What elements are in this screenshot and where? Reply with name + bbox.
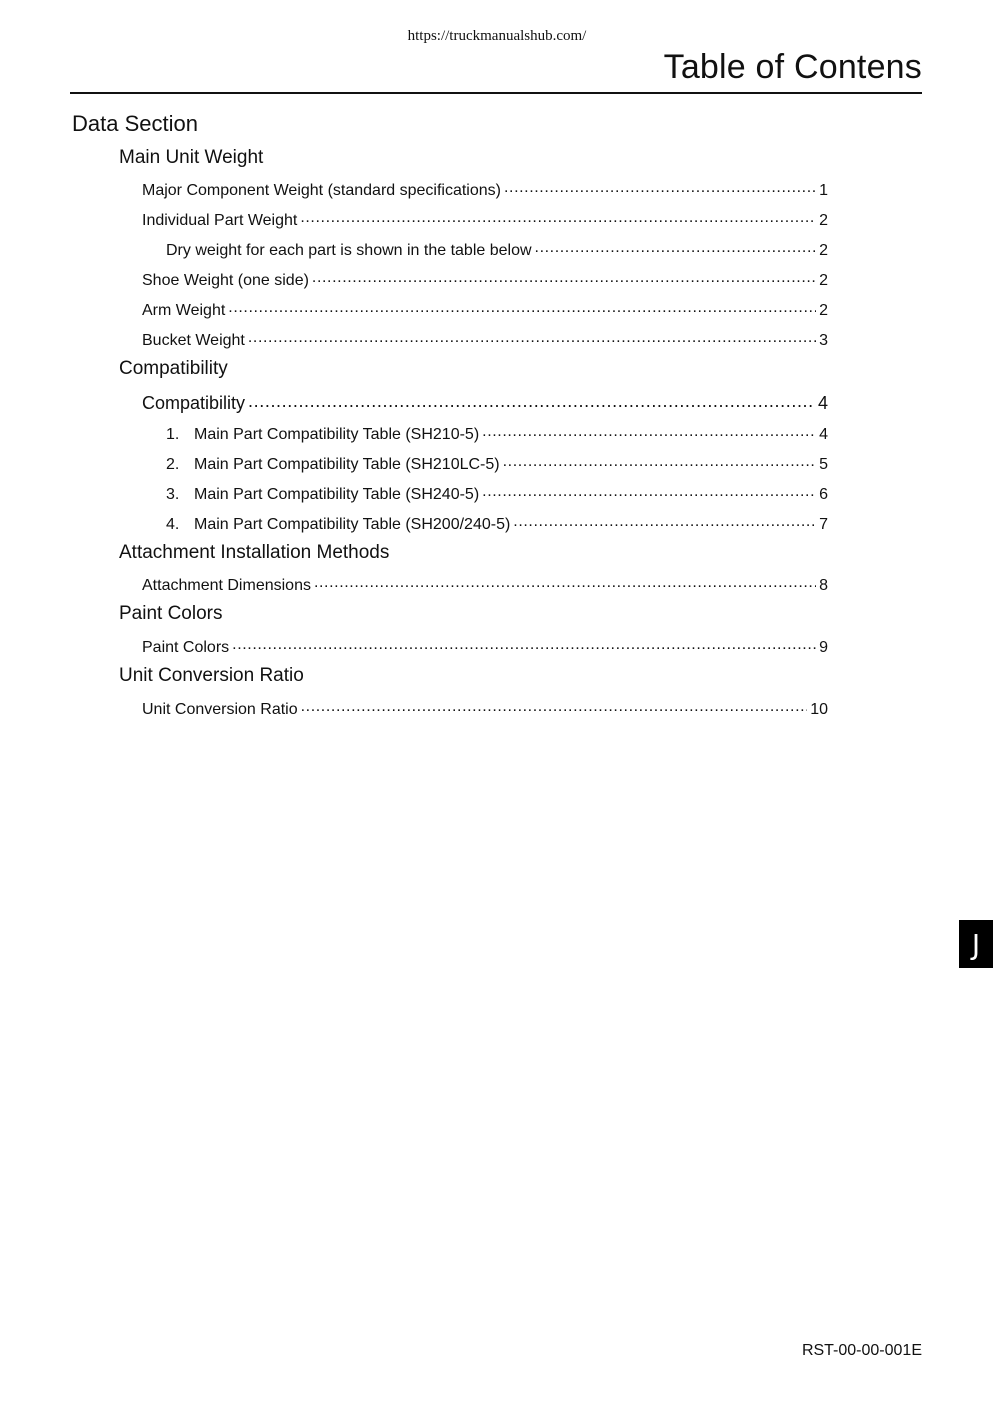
- title-divider: [70, 92, 922, 94]
- dot-leader: [300, 209, 816, 225]
- toc-entry-page: 2: [819, 302, 828, 319]
- toc-entry[interactable]: [142, 299, 828, 321]
- dot-leader: [503, 453, 816, 469]
- toc-entry[interactable]: [142, 391, 828, 413]
- toc-entry-label: Major Component Weight (standard specifications): [142, 182, 501, 199]
- toc-entry-label: Arm Weight: [142, 302, 226, 319]
- toc-heading-main-unit-weight: Main Unit Weight: [119, 147, 264, 168]
- toc-entry-page: 1: [819, 182, 828, 199]
- toc-entry-label: Dry weight for each part is shown in the table below: [166, 242, 532, 259]
- toc-entry-number: 2.: [166, 456, 180, 473]
- toc-entry-label: Bucket Weight: [142, 332, 245, 349]
- toc-section-title: Data Section: [72, 111, 198, 136]
- toc-entry-page: 2: [819, 272, 828, 289]
- dot-leader: [513, 513, 816, 529]
- dot-leader: [232, 636, 816, 652]
- toc-entry[interactable]: [142, 209, 828, 231]
- toc-entry-label: Main Part Compatibility Table (SH210LC-5): [194, 456, 500, 473]
- dot-leader: [482, 483, 816, 499]
- dot-leader: [482, 423, 816, 439]
- toc-entry-label: Compatibility: [142, 393, 246, 413]
- toc-entry-label: Unit Conversion Ratio: [142, 701, 298, 718]
- toc-entry-page: 10: [810, 701, 828, 718]
- toc-entry-page: 4: [817, 393, 828, 413]
- toc-entry[interactable]: [166, 239, 828, 261]
- toc-entry-label: Individual Part Weight: [142, 212, 298, 229]
- toc-entry[interactable]: [166, 453, 828, 475]
- toc-entry[interactable]: [142, 636, 828, 658]
- page-title: Table of Contens: [663, 48, 922, 86]
- toc-entry[interactable]: [142, 269, 828, 291]
- toc-entry-label: Shoe Weight (one side): [142, 272, 309, 289]
- toc-entry-page: 3: [819, 332, 828, 349]
- dot-leader: [314, 574, 816, 590]
- dot-leader: [248, 391, 815, 409]
- toc-entry[interactable]: [142, 698, 828, 720]
- dot-leader: [504, 179, 816, 195]
- dot-leader: [301, 698, 808, 714]
- toc-entry[interactable]: [142, 179, 828, 201]
- toc-entry-page: 7: [819, 516, 828, 533]
- toc-entry-label: Main Part Compatibility Table (SH240-5): [194, 486, 480, 503]
- dot-leader: [248, 329, 816, 345]
- toc-entry[interactable]: [142, 574, 828, 596]
- toc-heading-compatibility: Compatibility: [119, 358, 228, 379]
- header-url: https://truckmanualshub.com/: [407, 28, 587, 44]
- toc-heading-paint-colors: Paint Colors: [119, 603, 223, 624]
- toc-entry-label: Paint Colors: [142, 639, 230, 656]
- toc-heading-attachment-installation: Attachment Installation Methods: [119, 542, 390, 563]
- toc-entry-page: 2: [819, 242, 828, 259]
- toc-entry-number: 3.: [166, 486, 180, 503]
- toc-entry-page: 5: [819, 456, 828, 473]
- toc-entry-number: 1.: [166, 426, 180, 443]
- toc-entry-label: Main Part Compatibility Table (SH200/240-5): [194, 516, 511, 533]
- section-tab-j: J: [959, 920, 993, 968]
- toc-entry-page: 4: [819, 426, 828, 443]
- toc-entry-label: Attachment Dimensions: [142, 577, 311, 594]
- toc-entry-page: 8: [819, 577, 828, 594]
- dot-leader: [228, 299, 816, 315]
- toc-entry-page: 9: [819, 639, 828, 656]
- toc-entry-page: 2: [819, 212, 828, 229]
- toc-entry-number: 4.: [166, 516, 180, 533]
- document-code: RST-00-00-001E: [801, 1342, 922, 1359]
- toc-heading-unit-conversion: Unit Conversion Ratio: [119, 665, 304, 686]
- toc-entry[interactable]: [166, 513, 828, 535]
- dot-leader: [535, 239, 817, 255]
- toc-entry[interactable]: [142, 329, 828, 351]
- toc-entry[interactable]: [166, 423, 828, 445]
- toc-entry-page: 6: [819, 486, 828, 503]
- dot-leader: [312, 269, 816, 285]
- toc-entry[interactable]: [166, 483, 828, 505]
- toc-entry-label: Main Part Compatibility Table (SH210-5): [194, 426, 480, 443]
